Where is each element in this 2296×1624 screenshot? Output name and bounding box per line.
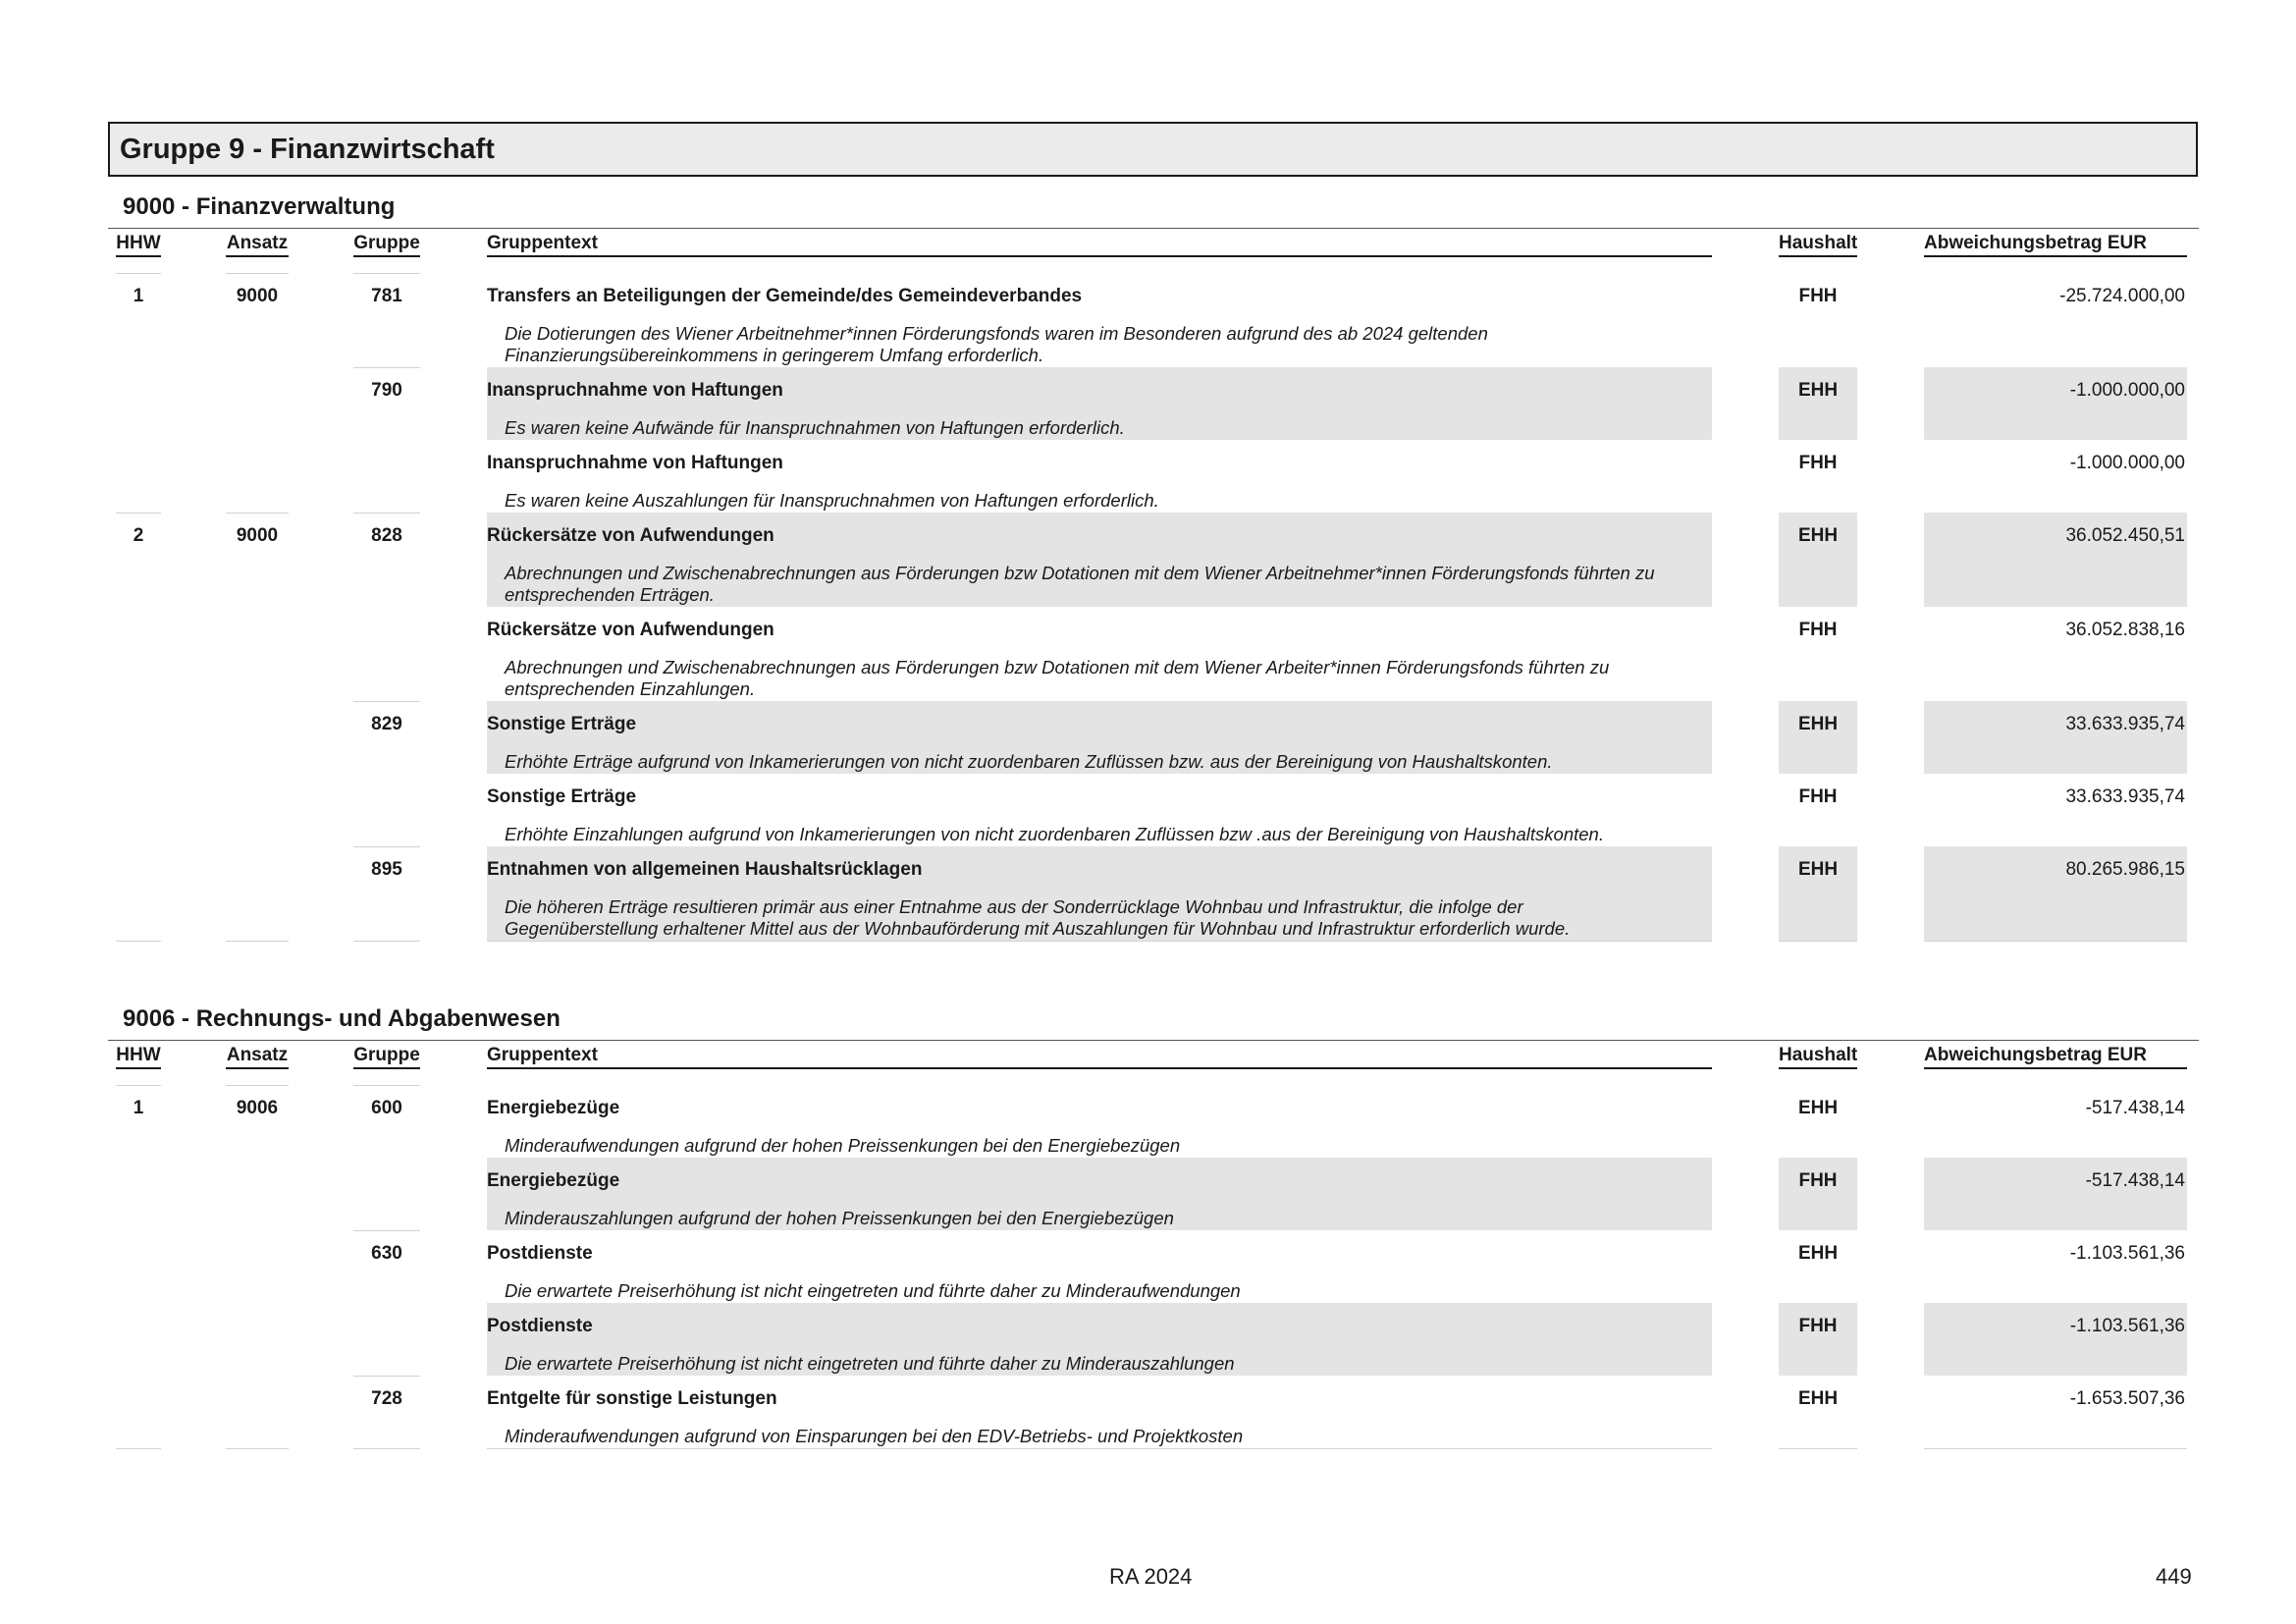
row-title: Sonstige Erträge — [487, 714, 637, 734]
table-bottom-line — [1924, 1448, 2187, 1449]
table-bottom-line — [116, 1448, 161, 1449]
row-description: Die erwartete Preiserhöhung ist nicht eingetreten und führte daher zu Minderaufwendungen — [505, 1280, 1241, 1301]
row-description: entsprechenden Erträgen. — [505, 584, 715, 605]
row-title: Inanspruchnahme von Haftungen — [487, 380, 783, 401]
amount-value: -1.000.000,00 — [2069, 453, 2185, 473]
amount-value: 33.633.935,74 — [2065, 714, 2185, 734]
row-shading — [1924, 701, 2187, 774]
page-number: 449 — [2156, 1564, 2192, 1589]
ansatz-value: 9006 — [236, 1098, 279, 1118]
row-separator — [116, 513, 161, 514]
row-description: Die höheren Erträge resultieren primär aus einer Entnahme aus der Sonderrücklage Wohnbau und Infrastruktur, die infolge der — [505, 896, 1523, 917]
gruppe-value: 895 — [371, 859, 402, 880]
column-header-amount: Abweichungsbetrag EUR — [1924, 233, 2187, 257]
hhw-value: 1 — [133, 1098, 144, 1118]
group-title: Gruppe 9 - Finanzwirtschaft — [108, 122, 2198, 177]
column-header-haushalt: Haushalt — [1779, 1045, 1857, 1069]
row-description: Abrechnungen und Zwischenabrechnungen aus Förderungen bzw Dotationen mit dem Wiener Arbeitnehmer*innen Förderungsfonds führten zu — [505, 563, 1655, 583]
amount-value: 36.052.450,51 — [2065, 525, 2185, 546]
column-header-gruppe: Gruppe — [353, 1045, 420, 1069]
table-bottom-line — [353, 1448, 420, 1449]
gruppe-value: 829 — [371, 714, 402, 734]
row-shading — [1779, 1303, 1857, 1376]
amount-value: -1.103.561,36 — [2069, 1316, 2185, 1336]
table-bottom-line — [1779, 941, 1857, 942]
gruppe-value: 828 — [371, 525, 402, 546]
table-bottom-line — [116, 941, 161, 942]
haushalt-value: FHH — [1798, 1316, 1838, 1336]
row-description: Die Dotierungen des Wiener Arbeitnehmer*innen Förderungsfonds waren im Besonderen aufgrund des ab 2024 geltenden — [505, 323, 1488, 344]
section-rule — [108, 228, 2199, 229]
amount-value: -517.438,14 — [2085, 1170, 2185, 1191]
table-bottom-line — [487, 941, 1712, 942]
column-header-hhw: HHW — [116, 1045, 161, 1069]
row-description: entsprechenden Einzahlungen. — [505, 678, 756, 699]
table-bottom-line — [353, 941, 420, 942]
haushalt-value: FHH — [1798, 1170, 1838, 1191]
table-bottom-line — [226, 941, 289, 942]
section-title: 9006 - Rechnungs- und Abgabenwesen — [123, 1005, 561, 1032]
row-title: Rückersätze von Aufwendungen — [487, 620, 774, 640]
haushalt-value: EHH — [1797, 1243, 1839, 1264]
row-description: Abrechnungen und Zwischenabrechnungen aus Förderungen bzw Dotationen mit dem Wiener Arbeiter*innen Förderungsfonds führten zu — [505, 657, 1610, 677]
row-title: Entnahmen von allgemeinen Haushaltsrücklagen — [487, 859, 923, 880]
row-shading — [1924, 1303, 2187, 1376]
hhw-value: 1 — [133, 286, 144, 306]
amount-value: 36.052.838,16 — [2065, 620, 2185, 640]
section-title: 9000 - Finanzverwaltung — [123, 193, 396, 220]
row-shading — [1924, 367, 2187, 440]
haushalt-value: EHH — [1797, 525, 1839, 546]
section-rule — [108, 1040, 2199, 1041]
row-separator — [353, 367, 420, 368]
haushalt-value: FHH — [1798, 453, 1838, 473]
row-title: Entgelte für sonstige Leistungen — [487, 1388, 777, 1409]
amount-value: -1.103.561,36 — [2069, 1243, 2185, 1264]
table-bottom-line — [226, 1448, 289, 1449]
row-description: Minderauszahlungen aufgrund der hohen Preissenkungen bei den Energiebezügen — [505, 1208, 1174, 1228]
table-bottom-line — [1779, 1448, 1857, 1449]
row-separator — [226, 1085, 289, 1086]
gruppe-value: 600 — [371, 1098, 402, 1118]
amount-value: -1.653.507,36 — [2069, 1388, 2185, 1409]
column-header-haushalt: Haushalt — [1779, 233, 1857, 257]
row-title: Energiebezüge — [487, 1170, 620, 1191]
column-header-text: Gruppentext — [487, 233, 1712, 257]
row-title: Postdienste — [487, 1316, 593, 1336]
row-separator — [353, 513, 420, 514]
row-separator — [353, 1230, 420, 1231]
row-separator — [226, 273, 289, 274]
row-title: Rückersätze von Aufwendungen — [487, 525, 774, 546]
table-bottom-line — [1924, 941, 2187, 942]
row-title: Transfers an Beteiligungen der Gemeinde/des Gemeindeverbandes — [487, 286, 1083, 306]
amount-value: 80.265.986,15 — [2065, 859, 2185, 880]
ansatz-value: 9000 — [236, 286, 279, 306]
row-description: Es waren keine Aufwände für Inanspruchnahmen von Haftungen erforderlich. — [505, 417, 1125, 438]
row-title: Postdienste — [487, 1243, 593, 1264]
footer-title: RA 2024 — [1109, 1564, 1193, 1589]
row-separator — [353, 1376, 420, 1377]
row-shading — [1779, 1158, 1857, 1230]
table-bottom-line — [487, 1448, 1712, 1449]
row-separator — [353, 1085, 420, 1086]
column-header-ansatz: Ansatz — [226, 233, 289, 257]
haushalt-value: EHH — [1797, 380, 1839, 401]
row-separator — [226, 513, 289, 514]
gruppe-value: 728 — [371, 1388, 402, 1409]
row-shading — [1779, 367, 1857, 440]
ansatz-value: 9000 — [236, 525, 279, 546]
row-title: Inanspruchnahme von Haftungen — [487, 453, 783, 473]
haushalt-value: FHH — [1798, 286, 1838, 306]
row-description: Minderaufwendungen aufgrund der hohen Preissenkungen bei den Energiebezügen — [505, 1135, 1181, 1156]
row-title: Energiebezüge — [487, 1098, 620, 1118]
amount-value: 33.633.935,74 — [2065, 786, 2185, 807]
amount-value: -25.724.000,00 — [2059, 286, 2185, 306]
haushalt-value: FHH — [1798, 620, 1838, 640]
amount-value: -517.438,14 — [2085, 1098, 2185, 1118]
row-description: Erhöhte Erträge aufgrund von Inkamerierungen von nicht zuordenbaren Zuflüssen bzw. aus der Bereinigung von Haushaltskonten. — [505, 751, 1553, 772]
gruppe-value: 790 — [371, 380, 402, 401]
row-separator — [353, 273, 420, 274]
haushalt-value: FHH — [1798, 786, 1838, 807]
row-separator — [353, 701, 420, 702]
gruppe-value: 630 — [371, 1243, 402, 1264]
column-header-ansatz: Ansatz — [226, 1045, 289, 1069]
row-separator — [353, 846, 420, 847]
column-header-amount: Abweichungsbetrag EUR — [1924, 1045, 2187, 1069]
row-description: Die erwartete Preiserhöhung ist nicht eingetreten und führte daher zu Minderauszahlungen — [505, 1353, 1235, 1374]
haushalt-value: EHH — [1797, 859, 1839, 880]
row-separator — [116, 273, 161, 274]
gruppe-value: 781 — [371, 286, 402, 306]
haushalt-value: EHH — [1797, 1388, 1839, 1409]
column-header-hhw: HHW — [116, 233, 161, 257]
row-description: Es waren keine Auszahlungen für Inanspruchnahmen von Haftungen erforderlich. — [505, 490, 1159, 511]
haushalt-value: EHH — [1797, 714, 1839, 734]
amount-value: -1.000.000,00 — [2069, 380, 2185, 401]
row-title: Sonstige Erträge — [487, 786, 637, 807]
row-shading — [1779, 701, 1857, 774]
row-description: Finanzierungsübereinkommens in geringerem Umfang erforderlich. — [505, 345, 1044, 365]
column-header-gruppe: Gruppe — [353, 233, 420, 257]
row-description: Gegenüberstellung erhaltener Mittel aus der Wohnbauförderung mit Auszahlungen für Wohnbau und Infrastruktur erforderlich wurde. — [505, 918, 1571, 939]
haushalt-value: EHH — [1797, 1098, 1839, 1118]
row-description: Minderaufwendungen aufgrund von Einsparungen bei den EDV-Betriebs- und Projektkosten — [505, 1426, 1244, 1446]
row-separator — [116, 1085, 161, 1086]
hhw-value: 2 — [133, 525, 144, 546]
row-description: Erhöhte Einzahlungen aufgrund von Inkamerierungen von nicht zuordenbaren Zuflüssen bzw .aus der Bereinigung von Haushaltskonten. — [505, 824, 1604, 844]
column-header-text: Gruppentext — [487, 1045, 1712, 1069]
row-shading — [1924, 1158, 2187, 1230]
